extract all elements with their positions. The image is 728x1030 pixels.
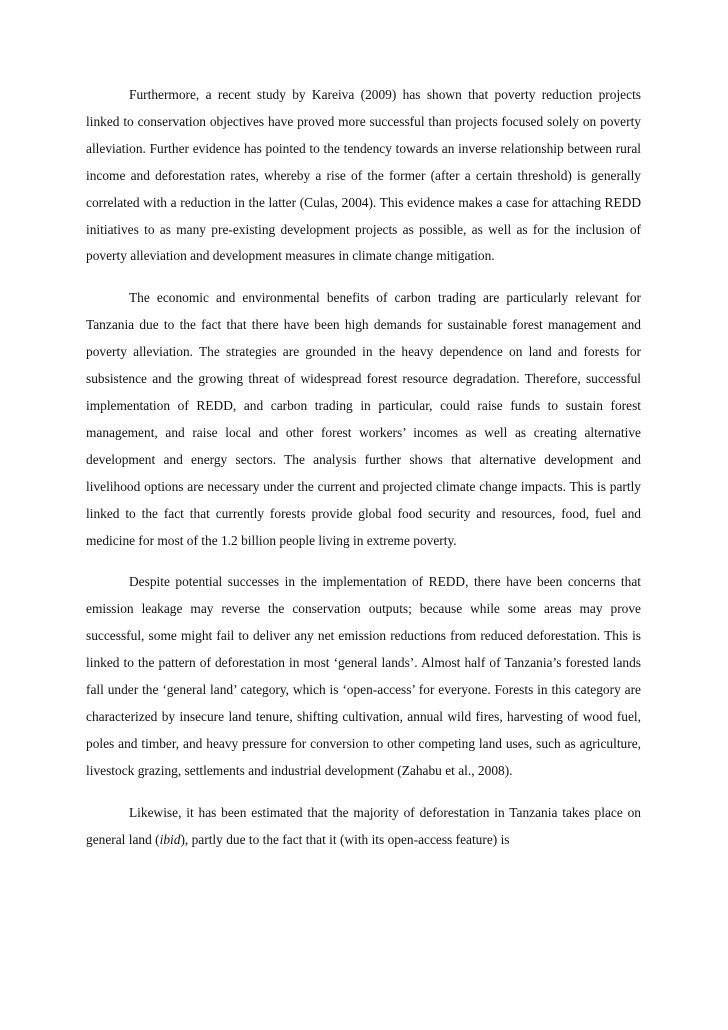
paragraph-2: The economic and environmental benefits of carbon trading are particularly relevant for Tanzania due to the fact that there have been high demands for sustainable forest management and poverty alleviation. The strategies are grounded in the heavy dependence on land and forests for subsistence and the growing threat of widespread forest resource degradation. Therefore, successful implementation of REDD, and carbon trading in particular, could raise funds to sustain forest management, and raise local and other forest workers’ incomes as well as creating alternative development and energy sectors. The analysis further shows that alternative development and livelihood options are necessary under the current and projected climate change impacts. This is partly linked to the fact that currently forests provide global food security and resources, food, fuel and medicine for most of the 1.2 billion people living in extreme poverty. (86, 290, 641, 548)
ibid-citation: ibid (159, 831, 181, 847)
paragraph-1: Furthermore, a recent study by Kareiva (2009) has shown that poverty reduction projects linked to conservation objectives have proved more successful than projects focused solely on poverty alleviation. Further evidence has pointed to the tendency towards an inverse relationship between rural income and deforestation rates, whereby a rise of the former (after a certain threshold) is generally correlated with a reduction in the latter (Culas, 2004). This evidence makes a case for attaching REDD initiatives to as many pre-existing development projects as possible, as well as for the inclusion of poverty alleviation and development measures in climate change mitigation. (86, 87, 641, 264)
paragraph-4-text-end: ), partly due to the fact that it (with its open-access feature) is (180, 831, 510, 847)
document-page (86, 82, 641, 853)
paragraph-3: Despite potential successes in the implementation of REDD, there have been concerns that emission leakage may reverse the conservation outputs; because while some areas may prove successful, some might fail to deliver any net emission reductions from reduced deforestation. This is linked to the pattern of deforestation in most ‘general lands’. Almost half of Tanzania’s forested lands fall under the ‘general land’ category, which is ‘open-access’ for everyone. Forests in this category are characterized by insecure land tenure, shifting cultivation, annual wild fires, harvesting of wood fuel, poles and timber, and heavy pressure for conversion to other competing land uses, such as agriculture, livestock grazing, settlements and industrial development (Zahabu et al., 2008). (86, 574, 641, 778)
paragraph-4-text-start: Likewise, it has been estimated that the majority of deforestation in Tanzania takes place on general land ( (86, 804, 641, 847)
paragraph-4 (86, 800, 641, 854)
